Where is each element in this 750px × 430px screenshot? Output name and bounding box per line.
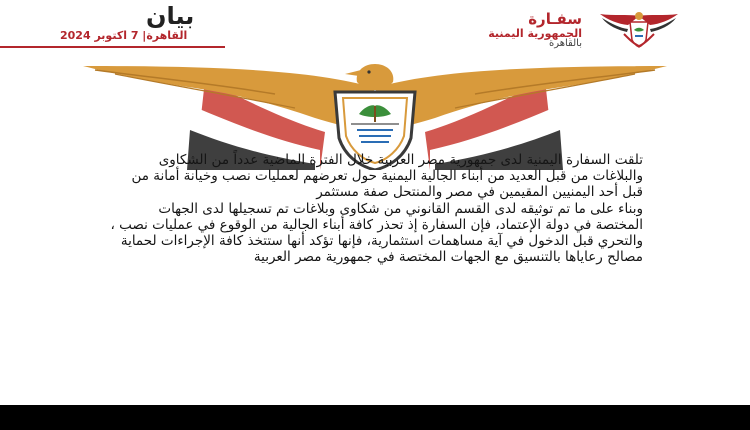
statement-body (108, 152, 643, 265)
embassy-name-line3: بالقاهرة (548, 38, 582, 50)
embassy-name-line1: سفـارة (528, 10, 582, 28)
embassy-name-line2: الجمهورية اليمنية (488, 26, 582, 40)
header-divider (0, 46, 225, 48)
statement-date: القاهرة| 7 اكتوبر 2024 (60, 29, 188, 42)
statement-paragraph-1: تلقت السفارة اليمنية لدى جمهورية مصر العربية خلال الفترة الماضية عدداً من الشكاوى والبلاغات من قبل العديد من أبناء الجالية اليمنية حول تعرضهم لعمليات نصب وخيانة أمانة من قبل أحد اليمنيين المقيمين في مصر والمنتحل صفة مستثمر (131, 152, 643, 201)
statement-paragraph-2: وبناء على ما تم توثيقه لدى القسم القانوني من شكاوى وبلاغات تم تسجيلها لدى الجهات المختصة في دولة الإعتماد، فإن السفارة إذ تحذر كافة أبناء الجالية من الوقوع في عمليات نصب ، والتحري قبل الدخول في آية مساهمات استثمارية، فإنها تؤكد أنها ستتخذ كافة الإجراءات لحماية مصالح رعاياها بالتنسيق مع الجهات المختصة في جمهورية مصر العربية (110, 200, 643, 266)
embassy-name (432, 12, 582, 50)
statement-title: بيان (146, 2, 195, 30)
yemen-eagle-emblem-icon (598, 10, 680, 50)
